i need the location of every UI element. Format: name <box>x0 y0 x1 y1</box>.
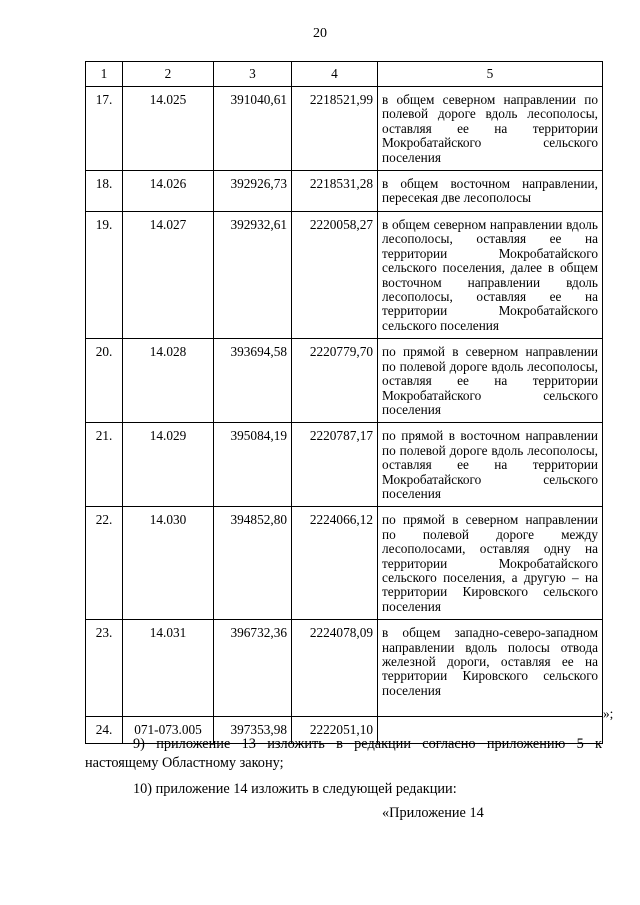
coord-x: 394852,80 <box>214 507 292 620</box>
coord-y: 2218531,28 <box>292 171 378 212</box>
coord-x: 396732,36 <box>214 620 292 717</box>
row-number: 22. <box>86 507 123 620</box>
coord-x: 391040,61 <box>214 87 292 171</box>
boundary-description: по прямой в восточном направлении по полевой дороге вдоль лесополосы, оставляя ее на территории Мокробатайского сельского поселения <box>378 423 603 507</box>
page-number: 20 <box>313 26 327 41</box>
coord-y: 2218521,99 <box>292 87 378 171</box>
row-number: 18. <box>86 171 123 212</box>
point-id: 14.026 <box>123 171 214 212</box>
row-number: 24. <box>86 717 123 743</box>
coord-y: 2220779,70 <box>292 339 378 423</box>
coord-y: 2220058,27 <box>292 212 378 339</box>
point-id: 14.030 <box>123 507 214 620</box>
table-header-row <box>86 62 603 87</box>
point-id: 14.028 <box>123 339 214 423</box>
table-closing-quote: »; <box>603 706 614 721</box>
coord-y: 2224066,12 <box>292 507 378 620</box>
boundary-description: в общем восточном направлении, пересекая две лесополосы <box>378 171 603 212</box>
table-row <box>86 507 603 620</box>
table-row <box>86 87 603 171</box>
point-id: 14.025 <box>123 87 214 171</box>
row-number: 23. <box>86 620 123 717</box>
boundary-description: в общем северном направлении вдоль лесополосы, оставляя ее на территории Мокробатайского сельского поселения, далее в общем восточном направлении вдоль лесополосы, оставляя ее на территории Мокробатайского сельского поселения <box>378 212 603 339</box>
table-row <box>86 212 603 339</box>
row-number: 20. <box>86 339 123 423</box>
coord-x: 397353,98 <box>214 717 292 743</box>
coord-y: 2220787,17 <box>292 423 378 507</box>
point-id: 14.031 <box>123 620 214 717</box>
appendix-heading: «Приложение 14 <box>382 805 484 821</box>
boundary-description: по прямой в северном направлении по полевой дороге между лесополосами, оставляя одну на территории Мокробатайского сельского поселения, а другую – на территории Кировского сельского поселения <box>378 507 603 620</box>
coord-x: 393694,58 <box>214 339 292 423</box>
column-header: 4 <box>292 62 378 87</box>
boundary-description: в общем западно-северо-западном направлении вдоль полосы отвода железной дороги, оставляя ее на территории Кировского сельского поселения <box>378 620 603 717</box>
table-row <box>86 423 603 507</box>
row-number: 17. <box>86 87 123 171</box>
coord-y: 2224078,09 <box>292 620 378 717</box>
point-id: 14.029 <box>123 423 214 507</box>
paragraph-item-9: 9) приложение 13 изложить в редакции согласно приложению 5 к настоящему Областному закону; <box>85 736 602 771</box>
row-number: 19. <box>86 212 123 339</box>
boundary-description: по прямой в северном направлении по полевой дороге вдоль лесополосы, оставляя ее на территории Мокробатайского сельского поселения <box>378 339 603 423</box>
point-id: 14.027 <box>123 212 214 339</box>
table-row <box>86 339 603 423</box>
coord-x: 392932,61 <box>214 212 292 339</box>
coordinates-table <box>85 61 603 744</box>
table-row <box>86 620 603 717</box>
column-header: 3 <box>214 62 292 87</box>
coord-y: 2222051,10 <box>292 717 378 743</box>
table-row <box>86 171 603 212</box>
coord-x: 392926,73 <box>214 171 292 212</box>
column-header: 5 <box>378 62 603 87</box>
paragraph-item-10: 10) приложение 14 изложить в следующей редакции: <box>133 781 457 797</box>
point-id: 071-073.005 <box>123 717 214 743</box>
column-header: 2 <box>123 62 214 87</box>
column-header: 1 <box>86 62 123 87</box>
coord-x: 395084,19 <box>214 423 292 507</box>
boundary-description: в общем северном направлении по полевой дороге вдоль лесополосы, оставляя ее на территории Мокробатайского сельского поселения <box>378 87 603 171</box>
row-number: 21. <box>86 423 123 507</box>
